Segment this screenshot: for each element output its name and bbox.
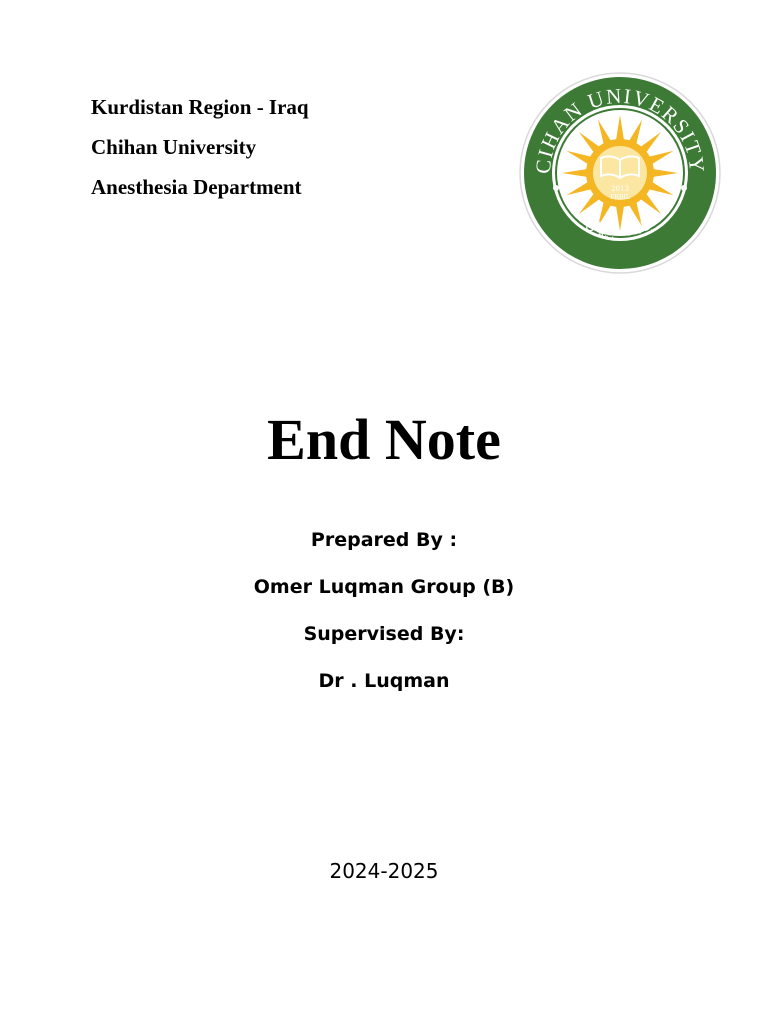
logo-ring-dot-left (553, 185, 559, 191)
supervisor-name: Dr . Luqman (318, 670, 450, 692)
university-logo (517, 70, 723, 276)
institution-header (91, 92, 309, 212)
academic-year: 2024-2025 (329, 859, 439, 883)
department-line: Anesthesia Department (91, 175, 302, 199)
logo-city: ERBIL (610, 194, 630, 201)
logo-ring-text: CIHAN UNIVERSITY (530, 83, 710, 175)
prepared-by-name: Omer Luqman Group (B) (253, 576, 515, 598)
logo-year: 2013 (611, 185, 629, 193)
logo-ring-dot-right (681, 185, 687, 191)
university-line: Chihan University (91, 135, 257, 159)
logo-arabic-text: جامعة جيهان (583, 215, 657, 241)
credits-block (0, 524, 768, 712)
supervised-by-label: Supervised By: (303, 623, 465, 645)
prepared-by-label: Prepared By : (310, 529, 458, 551)
region-line: Kurdistan Region - Iraq (91, 95, 309, 119)
document-title: End Note (267, 407, 501, 472)
